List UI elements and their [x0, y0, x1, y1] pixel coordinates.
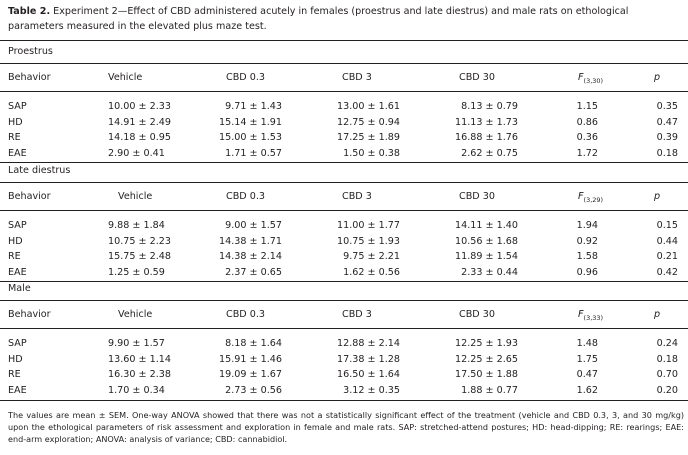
- table-cell-cbd3: 1.62 ± 0.56: [343, 266, 400, 278]
- table-cell-cbd3: 13.00 ± 1.61: [337, 101, 400, 112]
- header-rule: [0, 210, 688, 211]
- table-cell-f: 1.48: [576, 338, 598, 349]
- table-cell-cbd30: 10.56 ± 1.68: [455, 235, 518, 247]
- table-cell-vehicle: 16.30 ± 2.38: [108, 369, 171, 380]
- table-cell-vehicle: 15.75 ± 2.48: [108, 251, 171, 262]
- group-title: Male: [8, 283, 31, 294]
- header-vehicle: Vehicle: [118, 191, 153, 202]
- table-cell-p: 0.47: [656, 116, 678, 128]
- table-cell-vehicle: 9.88 ± 1.84: [108, 220, 165, 231]
- table-cell-behavior: RE: [8, 251, 21, 262]
- f-symbol: F: [578, 309, 584, 320]
- header-p-value: [654, 72, 660, 84]
- header-cbd-0-3: CBD 0.3: [226, 72, 265, 83]
- header-f-statistic: [578, 72, 603, 84]
- table-caption: [8, 4, 680, 34]
- table-cell-p: 0.15: [656, 220, 678, 231]
- table-cell-behavior: SAP: [8, 101, 27, 112]
- table-caption-text: Experiment 2—Effect of CBD administered acutely in females (proestrus and late diestrus) and male rats on ethological parameters measured in the elevated plus maze test.: [8, 6, 629, 32]
- header-rule: [0, 328, 688, 329]
- table-cell-behavior: RE: [8, 369, 21, 380]
- table-cell-p: 0.21: [656, 251, 678, 262]
- f-symbol: F: [578, 191, 584, 202]
- table-cell-f: 0.36: [576, 132, 598, 143]
- table-cell-cbd3: 11.00 ± 1.77: [337, 220, 400, 231]
- group-rule: [0, 63, 688, 64]
- bottom-rule: [0, 400, 688, 401]
- table-cell-cbd3: 16.50 ± 1.64: [337, 369, 400, 380]
- table-cell-cbd30: 12.25 ± 1.93: [455, 338, 518, 349]
- table-cell-p: 0.39: [656, 132, 678, 143]
- table-cell-cbd30: 12.25 ± 2.65: [455, 353, 518, 365]
- table-cell-cbd3: 12.88 ± 2.14: [337, 338, 400, 349]
- table-cell-f: 1.62: [576, 384, 598, 396]
- p-symbol: p: [654, 191, 661, 202]
- table-cell-behavior: HD: [8, 116, 23, 128]
- table-cell-vehicle: 1.70 ± 0.34: [108, 384, 165, 396]
- table-cell-cbd03: 9.00 ± 1.57: [225, 220, 282, 231]
- table-cell-vehicle: 14.18 ± 0.95: [108, 132, 171, 143]
- p-symbol: p: [654, 72, 661, 83]
- table-cell-cbd3: 3.12 ± 0.35: [343, 384, 400, 396]
- table-cell-cbd30: 1.88 ± 0.77: [461, 384, 518, 396]
- f-degrees-of-freedom: (3,33): [583, 314, 604, 322]
- table-cell-vehicle: 13.60 ± 1.14: [108, 353, 171, 365]
- table-cell-cbd03: 9.71 ± 1.43: [225, 101, 282, 112]
- section-rule: [0, 281, 688, 282]
- group-rule: [0, 182, 688, 183]
- table-cell-p: 0.18: [656, 147, 678, 159]
- header-cbd-3: CBD 3: [342, 191, 372, 202]
- header-behavior: Behavior: [8, 191, 51, 202]
- header-cbd-30: CBD 30: [459, 72, 495, 83]
- table-cell-f: 1.72: [576, 147, 598, 159]
- table-cell-cbd3: 17.38 ± 1.28: [337, 353, 400, 365]
- header-f-statistic: [578, 309, 603, 321]
- table-cell-cbd03: 15.14 ± 1.91: [219, 116, 282, 128]
- table-cell-cbd03: 1.71 ± 0.57: [225, 147, 282, 159]
- table-cell-behavior: EAE: [8, 266, 27, 278]
- table-cell-behavior: RE: [8, 132, 21, 143]
- table-cell-p: 0.42: [656, 266, 678, 278]
- table-cell-cbd3: 12.75 ± 0.94: [337, 116, 400, 128]
- f-degrees-of-freedom: (3,30): [583, 77, 604, 85]
- table-cell-cbd30: 17.50 ± 1.88: [455, 369, 518, 380]
- table-cell-cbd3: 9.75 ± 2.21: [343, 251, 400, 262]
- table-cell-cbd3: 17.25 ± 1.89: [337, 132, 400, 143]
- header-rule: [0, 91, 688, 92]
- table-label: Table 2.: [8, 6, 51, 17]
- table-cell-cbd3: 10.75 ± 1.93: [337, 235, 400, 247]
- section-rule: [0, 162, 688, 163]
- table-cell-behavior: HD: [8, 235, 23, 247]
- table-cell-cbd30: 11.13 ± 1.73: [455, 116, 518, 128]
- table-cell-cbd03: 14.38 ± 1.71: [219, 235, 282, 247]
- table-cell-cbd03: 15.00 ± 1.53: [219, 132, 282, 143]
- table-cell-cbd03: 8.18 ± 1.64: [225, 338, 282, 349]
- table-cell-cbd30: 11.89 ± 1.54: [455, 251, 518, 262]
- header-cbd-30: CBD 30: [459, 191, 495, 202]
- table-cell-cbd30: 2.62 ± 0.75: [461, 147, 518, 159]
- header-cbd-0-3: CBD 0.3: [226, 309, 265, 320]
- table-cell-vehicle: 10.00 ± 2.33: [108, 101, 171, 112]
- table-footnote: The values are mean ± SEM. One-way ANOVA showed that there was not a statistically significant effect of the treatment (vehicle and CBD 0.3, 3, and 30 mg/kg) upon the ethological parameters of risk assessment and exploration in female and male rats. SAP: stretched-attend postures; HD: head-dipping; RE: rearings; EAE: end-arm exploration; ANOVA: analysis of variance; CBD: cannabidiol.: [8, 410, 684, 444]
- header-cbd-0-3: CBD 0.3: [226, 191, 265, 202]
- table-cell-cbd30: 8.13 ± 0.79: [461, 101, 518, 112]
- header-cbd-30: CBD 30: [459, 309, 495, 320]
- table-cell-p: 0.20: [656, 384, 678, 396]
- table-cell-behavior: SAP: [8, 338, 27, 349]
- table-cell-behavior: SAP: [8, 220, 27, 231]
- table-cell-f: 0.86: [576, 116, 598, 128]
- table-cell-p: 0.35: [656, 101, 678, 112]
- group-title: Proestrus: [8, 46, 53, 57]
- table-cell-behavior: EAE: [8, 147, 27, 159]
- table-cell-vehicle: 1.25 ± 0.59: [108, 266, 165, 278]
- table-cell-cbd03: 15.91 ± 1.46: [219, 353, 282, 365]
- header-cbd-3: CBD 3: [342, 309, 372, 320]
- table-cell-behavior: EAE: [8, 384, 27, 396]
- header-vehicle: Vehicle: [108, 72, 143, 83]
- table-cell-f: 0.92: [576, 235, 598, 247]
- header-behavior: Behavior: [8, 309, 51, 320]
- header-cbd-3: CBD 3: [342, 72, 372, 83]
- header-vehicle: Vehicle: [118, 309, 153, 320]
- table-cell-vehicle: 14.91 ± 2.49: [108, 116, 171, 128]
- table-cell-f: 0.47: [576, 369, 598, 380]
- table-cell-cbd30: 14.11 ± 1.40: [455, 220, 518, 231]
- table-cell-vehicle: 9.90 ± 1.57: [108, 338, 165, 349]
- f-symbol: F: [578, 72, 584, 83]
- header-f-statistic: [578, 191, 603, 203]
- table-cell-p: 0.18: [656, 353, 678, 365]
- table-cell-p: 0.44: [656, 235, 678, 247]
- table-cell-f: 1.75: [576, 353, 598, 365]
- table-cell-vehicle: 10.75 ± 2.23: [108, 235, 171, 247]
- table-cell-f: 1.58: [576, 251, 598, 262]
- top-rule: [0, 40, 688, 41]
- table-cell-cbd3: 1.50 ± 0.38: [343, 147, 400, 159]
- group-rule: [0, 300, 688, 301]
- table-cell-p: 0.70: [656, 369, 678, 380]
- table-cell-cbd03: 19.09 ± 1.67: [219, 369, 282, 380]
- group-title: Late diestrus: [8, 165, 71, 176]
- f-degrees-of-freedom: (3,29): [583, 196, 604, 204]
- table-cell-cbd30: 16.88 ± 1.76: [455, 132, 518, 143]
- table-cell-cbd03: 2.73 ± 0.56: [225, 384, 282, 396]
- header-p-value: [654, 191, 660, 203]
- table-cell-f: 1.15: [576, 101, 598, 112]
- table-cell-p: 0.24: [656, 338, 678, 349]
- header-behavior: Behavior: [8, 72, 51, 83]
- table-cell-cbd03: 14.38 ± 2.14: [219, 251, 282, 262]
- table-cell-cbd03: 2.37 ± 0.65: [225, 266, 282, 278]
- table-cell-behavior: HD: [8, 353, 23, 365]
- table-cell-cbd30: 2.33 ± 0.44: [461, 266, 518, 278]
- table-cell-f: 1.94: [576, 220, 598, 231]
- header-p-value: [654, 309, 660, 321]
- p-symbol: p: [654, 309, 661, 320]
- table-cell-f: 0.96: [576, 266, 598, 278]
- table-cell-vehicle: 2.90 ± 0.41: [108, 147, 165, 159]
